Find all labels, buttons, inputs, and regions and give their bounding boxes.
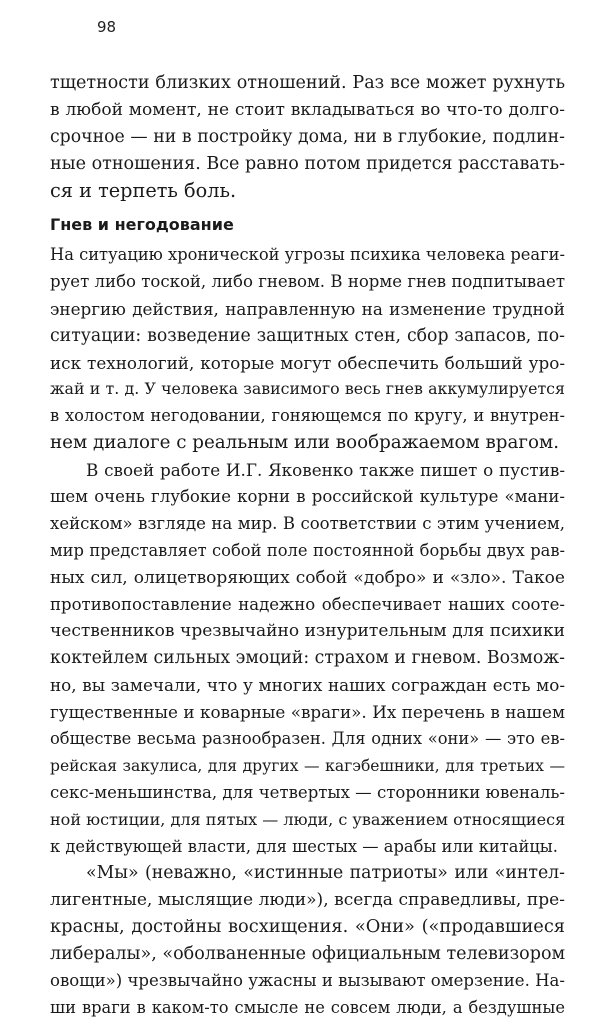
text-line: ся и терпеть боль. [50,178,237,202]
text-line: иск технологий, которые могут обеспечить больший уро- [50,352,565,373]
continuation-paragraph [50,70,565,204]
text-line: в любой момент, не стоит вкладываться во что-то долго- [50,99,565,120]
paragraph [50,457,565,860]
text-line: противопоставление надежно обеспечивает наших сооте- [50,594,565,614]
text-line: ши враги в каком-то смысле не совсем люди, а бездушные [50,997,565,1017]
text-line: ных сил, олицетворяющих собой «добро» и «зло». Такое [50,567,565,588]
text-line: овощи») чрезвычайно ужасны и вызывают омерзение. На- [50,971,565,991]
text-line: нем диалоге с реальным или воображаемом врагом. [50,432,560,454]
text-line: гущественные и коварные «враги». Их перечень в нашем [50,702,565,723]
paragraph [50,242,565,457]
text-line: красны, достойны восхищения. «Они» («продавшиеся [50,916,565,938]
text-line: ные отношения. Все равно потом придется расставать- [50,153,565,174]
text-line: мир представляет собой поле постоянной борьбы двух рав- [50,540,565,560]
text-line: срочное — ни в постройку дома, ни в глубокие, подлин- [50,126,565,147]
section-heading: Гнев и негодование [50,215,234,234]
text-line: секс-меньшинства, для четвертых — сторонники ювеналь- [50,782,565,802]
text-line: шем очень глубокие корни в российской культуре «мани- [50,487,565,507]
text-line: чественников чрезвычайно изнурительным для психики [50,621,565,642]
text-line: рейская закулиса, для других — кагэбешники, для третьих — [50,756,565,775]
text-line: но, вы замечали, что у многих наших сограждан есть мо- [50,675,565,696]
text-line: ной юстиции, для пятых — люди, с уважением относящиеся [50,809,566,829]
paragraph [50,860,565,1021]
text-line: энергию действия, направленную на изменение трудной [50,298,565,319]
text-line: тщетности близких отношений. Раз все может рухнуть [50,73,565,93]
text-line: хейском» взгляде на мир. В соответствии с этим учением, [50,513,565,533]
text-line: коктейлем сильных эмоций: страхом и гневом. Возмож- [50,648,565,669]
text-line: На ситуацию хронической угрозы психика человека реаги- [50,245,565,264]
text-line: В своей работе И.Г. Яковенко также пишет о пустив- [86,460,565,481]
text-line: ситуации: возведение защитных стен, сбор запасов, по- [50,325,565,346]
text-line: «Мы» (неважно, «истинные патриоты» или «интел- [86,863,565,884]
text-line: жай и т. д. У человека зависимого весь гнев аккумулируется [50,379,565,399]
text-line: в холостом негодовании, гоняющемся по кругу, и внутрен- [50,406,565,426]
section-body [50,242,565,1022]
page-number: 98 [97,18,117,36]
text-line: обществе весьма разнообразен. Для одних «они» — это ев- [50,729,565,749]
text-line: рует либо тоской, либо гневом. В норме гнев подпитывает [50,271,565,291]
text-line: либералы», «оболваненные официальным телевизором [50,944,566,965]
text-line: лигентные, мыслящие люди»), всегда справедливы, пре- [50,890,565,911]
text-line: к действующей власти, для шестых — арабы или китайцы. [50,836,558,856]
